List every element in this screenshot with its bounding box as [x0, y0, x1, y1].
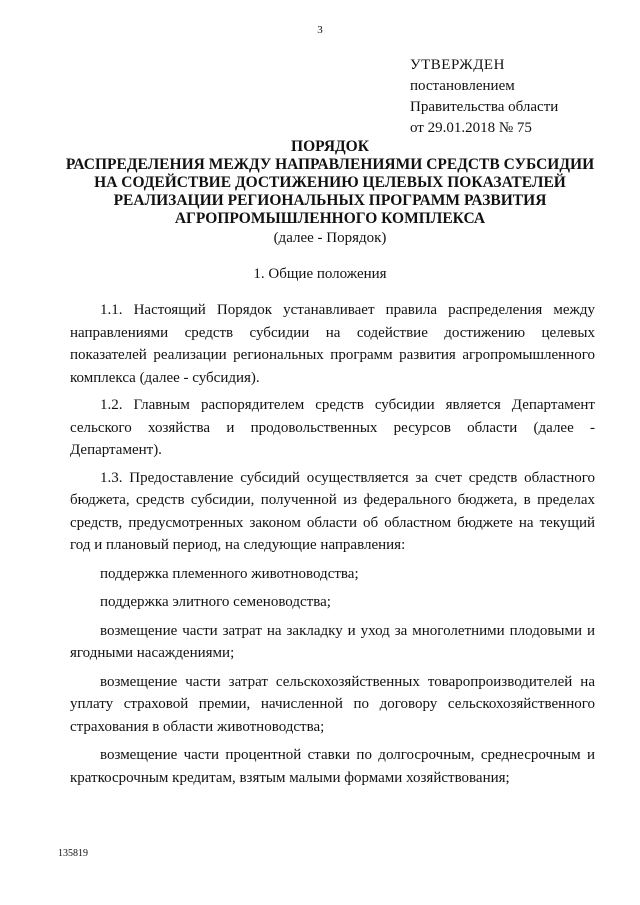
document-body — [70, 299, 595, 789]
paragraph: 1.3. Предоставление субсидий осуществляется за счет средств областного бюджета, средств субсидии, полученной из федерального бюджета, в пределах средств, предусмотренных законом области об областном бюджете на текущий год и плановый период, на следующие направления: — [70, 469, 595, 553]
section-heading: 1. Общие положения — [253, 266, 387, 282]
list-item: возмещение части затрат сельскохозяйственных товаропроизводителей на уплату страховой премии, начисленной по договору сельскохозяйственного страхования в области животноводства; — [70, 673, 595, 735]
page-number: 3 — [317, 24, 323, 36]
approval-line: Правительства области — [410, 99, 559, 115]
list-item: возмещение части процентной ставки по долгосрочным, среднесрочным и краткосрочным кредитам, взятым малыми формами хозяйствования; — [70, 747, 595, 786]
document-title — [60, 138, 600, 248]
document-code: 135819 — [58, 848, 88, 859]
approval-title: УТВЕРЖДЕН — [410, 57, 505, 73]
list-item: возмещение части затрат на закладку и уход за многолетними плодовыми и ягодными насаждениями; — [70, 622, 595, 661]
title-line: НА СОДЕЙСТВИЕ ДОСТИЖЕНИЮ ЦЕЛЕВЫХ ПОКАЗАТЕЛЕЙ — [94, 174, 566, 191]
paragraph: 1.2. Главным распорядителем средств субсидии является Департамент сельского хозяйства и продовольственных ресурсов области (далее - Департамент). — [70, 397, 595, 458]
title-line: АГРОПРОМЫШЛЕННОГО КОМПЛЕКСА — [174, 210, 486, 227]
list-item: поддержка элитного семеноводства; — [100, 594, 331, 610]
approval-line: постановлением — [410, 78, 515, 94]
approval-stamp — [410, 55, 558, 139]
title-line: ПОРЯДОК — [291, 138, 369, 155]
title-line: РАСПРЕДЕЛЕНИЯ МЕЖДУ НАПРАВЛЕНИЯМИ СРЕДСТВ СУБСИДИИ — [65, 156, 595, 173]
approval-date: от 29.01.2018 № 75 — [410, 120, 532, 136]
title-subtitle: (далее - Порядок) — [273, 230, 387, 246]
title-line: РЕАЛИЗАЦИИ РЕГИОНАЛЬНЫХ ПРОГРАММ РАЗВИТИЯ — [113, 192, 547, 209]
paragraph: 1.1. Настоящий Порядок устанавливает правила распределения между направлениями средств субсидии на содействие достижению целевых показателей реализации региональных программ развития агропромышленного комплекса (далее - субсидия). — [70, 302, 595, 386]
list-item: поддержка племенного животноводства; — [100, 565, 359, 582]
